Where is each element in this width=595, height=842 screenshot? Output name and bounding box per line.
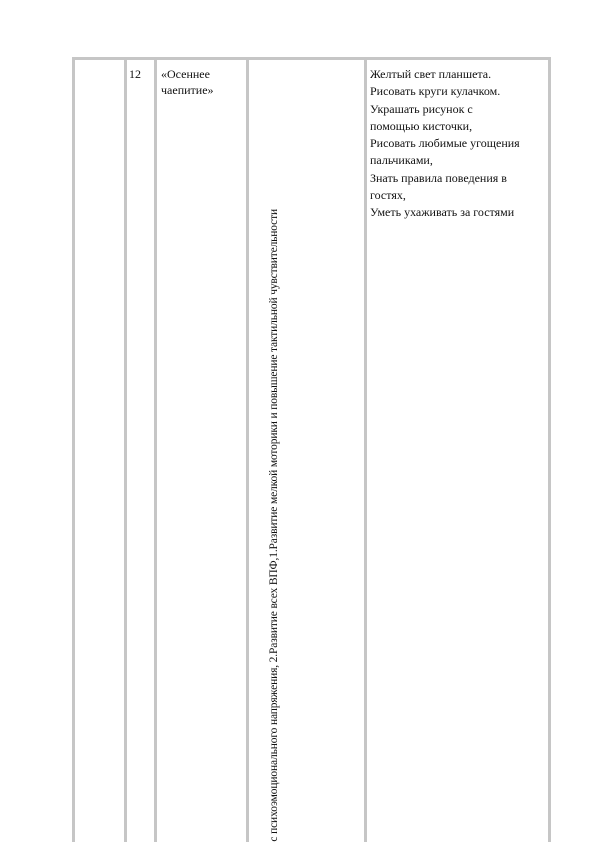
- table-top-border: [72, 57, 550, 60]
- result-line: помощью кисточки,: [370, 118, 473, 133]
- lesson-topic-line: «Осеннее: [161, 67, 210, 81]
- row-number: 12: [129, 67, 141, 81]
- column-divider-4: [364, 57, 367, 842]
- result-line: гостях,: [370, 188, 406, 203]
- result-line: Украшать рисунок с: [370, 101, 473, 116]
- goals-cell: [253, 64, 363, 842]
- column-divider-3: [246, 57, 249, 842]
- result-line: Рисовать любимые угощения: [370, 136, 520, 151]
- lesson-topic: [161, 66, 243, 98]
- column-divider-2: [154, 57, 157, 842]
- table-left-border: [72, 57, 75, 842]
- result-line: Рисовать круги кулачком.: [370, 84, 501, 99]
- goals-vertical-text: с психоэмоционального напряжения, 2.Развитие всех ВПФ,1.Развитие мелкой моторики и повышение тактильной чувствительности: [268, 209, 280, 842]
- result-line: Желтый свет планшета.: [370, 67, 492, 81]
- column-divider-1: [124, 57, 127, 842]
- lesson-topic-line: чаепитие»: [161, 83, 214, 97]
- result-line: Знать правила поведения в: [370, 170, 507, 185]
- result-line: пальчиками,: [370, 153, 433, 168]
- table-right-border: [548, 57, 551, 842]
- expected-results: [370, 66, 548, 222]
- result-line: Уметь ухаживать за гостями: [370, 205, 515, 220]
